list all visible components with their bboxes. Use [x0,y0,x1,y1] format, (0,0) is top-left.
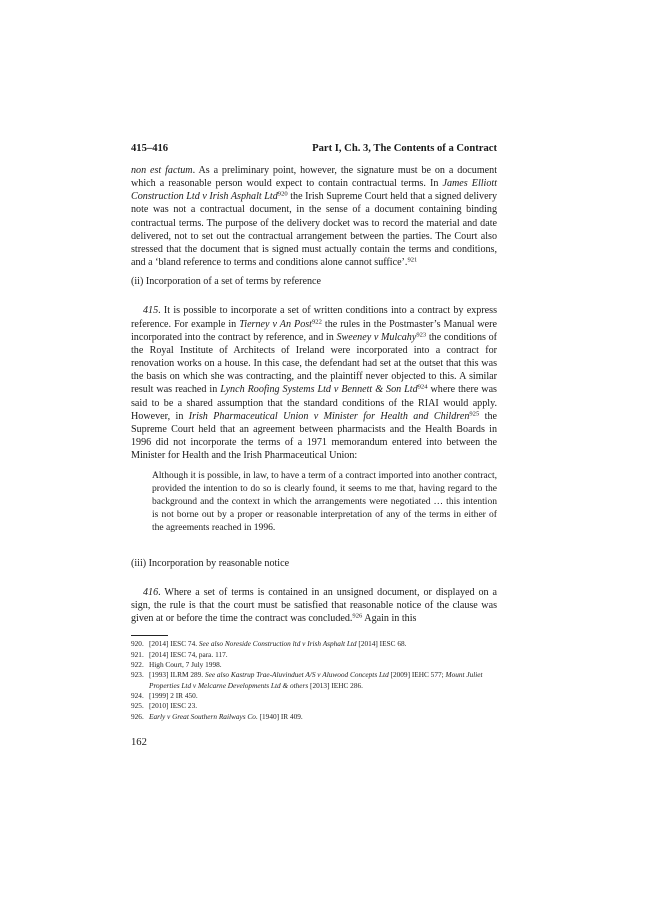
paragraph-416: 416. Where a set of terms is contained in an unsigned document, or displayed on a sign, the rule is that the court must be satisfied that reasonable notice of the clause was given at or before the time the contract was concluded.$^{926}$ Again in this [131,586,497,625]
footnote-ref[interactable]: 925 [469,410,480,418]
footnote-920: 920. [2014] IESC 74. See also Noreside Construction ltd v Irish Asphalt Ltd [2014] IESC 68. [131,639,407,649]
page-number: 162 [131,736,147,748]
paragraph-range: 415–416 [131,143,169,154]
footnote-924: 924. [1999] 2 IR 450. [131,690,198,700]
book-page [131,142,497,750]
footnote-921: 921. [2014] IESC 74, para. 117. [131,649,228,659]
section-heading-iii: (iii) Incorporation by reasonable notice [131,557,290,569]
footnote-ref[interactable]: 926 [352,612,363,620]
footnote-ref[interactable]: 921 [407,256,418,264]
paragraph-number: 415 [143,305,159,317]
footnote-ref[interactable]: 920 [277,190,288,198]
footnote-ref[interactable]: 922 [312,317,322,325]
footnote-926: 926. Early v Great Southern Railways Co. [1940] IR 409. [131,711,303,721]
footnotes [131,639,497,721]
section-heading-ii: (ii) Incorporation of a set of terms by reference [131,276,322,288]
paragraph-415: 415. It is possible to incorporate a set of written conditions into a contract by express reference. For example in Tierney v An Post$^{922}$ the rules in the Postmaster’s Manual were incorporated into the contract by reference, and in Sweeney v Mulcahy$^{923}$ the conditions of the Royal Institute of Architects of Ireland were incorporated into a contract for renovation works on a house. In this case, the defendant had set at the outset that this was the basis on which she was contracting, and the plaintiff never objected to this. A similar result was reached in Lynch Roofing Systems Ltd v Bennett & Son Ltd$^{924}$ where there was said to be a shared assumption that the standard conditions of the RIAI would apply. However, in Irish Pharmaceutical Union v Minister for Health and Children$^{925}$ the Supreme Court held that an agreement between pharmacists and the Health Boards in 1996 did not incorporate the terms of a 1971 memorandum entered into between the Minister for Health and the Irish Pharmaceutical Union: [131,305,497,462]
paragraph-number: 416 [143,586,159,598]
block-quote: Although it is possible, in law, to have a term of a contract imported into another contract, provided the intention to do so is clearly found, it seems to me that, having regard to the background and the context in which the arrangements were negotiated … this intention is not borne out by a proper or reasonable interpretation of any of the terms in either of the agreements reached in 1996. [152,470,497,533]
footnote-ref[interactable]: 924 [417,383,428,391]
section-title: Part I, Ch. 3, The Contents of a Contract [312,143,497,154]
footnote-925: 925. [2010] IESC 23. [131,701,198,711]
footnote-922: 922. High Court, 7 July 1998. [131,660,222,670]
footnote-ref[interactable]: 923 [416,331,427,339]
footnote-923: 923. [1993] ILRM 289. See also Kastrup Trae-Aluvinduet A/S v Aluwood Concepts Ltd [2009] IEHC 577; Mount Juliet Properties Ltd v Melcarne Developments Ltd & others [2013] IEHC 286. [131,670,483,690]
footnote-divider [131,635,168,636]
paragraph-non-est-factum: non est factum. As a preliminary point, however, the signature must be on a document which a reasonable person would expect to contain contractual terms. In James Elliott Construction Ltd v Irish Asphalt Ltd$^{920}$ the Irish Supreme Court held that a signed delivery note was not a contractual document, in the sense of a document containing binding contractual terms. The purpose of the delivery docket was to record the material and date delivered, not to set out the contractual arrangement between the parties. The Court also stressed that the document that is signed must actually contain the terms and conditions, and a ‘bland reference to terms and conditions alone cannot suffice’.$^{921}$ [131,165,498,269]
running-head [131,142,497,156]
